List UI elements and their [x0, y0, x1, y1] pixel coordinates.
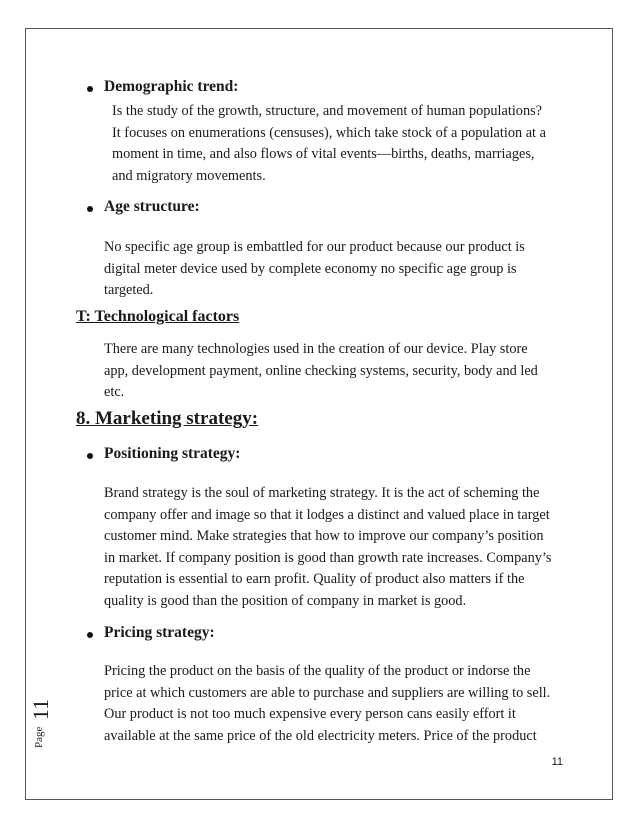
text-line: Is the study of the growth, structure, and movement of human populations?: [112, 103, 543, 119]
bullet-icon: [87, 453, 93, 459]
text-line: app, development payment, online checking systems, security, body and led: [104, 362, 538, 379]
footer-page-number: 11: [551, 756, 563, 768]
technological-factors-heading: T: Technological factors: [76, 308, 240, 325]
text-line: There are many technologies used in the creation of our device. Play store: [104, 341, 528, 357]
demographic-paragraph: [112, 101, 562, 187]
age-structure-paragraph: [104, 237, 562, 302]
pricing-paragraph: [104, 661, 562, 747]
text-line: in market. If company position is good than growth rate increases. Company’s: [104, 549, 552, 566]
text-line: No specific age group is embattled for our product because our product is: [104, 239, 525, 255]
age-structure-heading: Age structure:: [104, 198, 200, 215]
bullet-icon: [87, 206, 93, 212]
demographic-heading: Demographic trend:: [104, 78, 239, 95]
positioning-paragraph: [104, 483, 562, 612]
text-line: Brand strategy is the soul of marketing strategy. It is the act of scheming the: [104, 485, 540, 501]
bullet-icon: [87, 86, 93, 92]
page-side-number: 11: [28, 698, 53, 720]
text-line: available at the same price of the old electricity meters. Price of the product: [104, 727, 537, 744]
positioning-strategy-heading: Positioning strategy:: [104, 445, 241, 462]
text-line: Our product is not too much expensive every person cans easily effort it: [104, 706, 516, 722]
pricing-strategy-heading: Pricing strategy:: [104, 624, 215, 641]
text-line: moment in time, and also flows of vital events—births, deaths, marriages,: [112, 146, 535, 162]
text-line: customer mind. Make strategies that how to improve our company’s position: [104, 528, 544, 544]
text-line: etc.: [104, 384, 125, 400]
text-line: digital meter device used by complete economy no specific age group is: [104, 260, 517, 277]
text-line: company offer and image so that it lodges a distinct and valued place in target: [104, 506, 550, 523]
text-line: quality is good than the position of company in market is good.: [104, 592, 467, 609]
text-line: targeted.: [104, 282, 154, 298]
page-side-label: Page: [33, 726, 45, 748]
technological-paragraph: [104, 339, 562, 404]
marketing-strategy-heading: 8. Marketing strategy:: [76, 408, 259, 429]
bullet-icon: [87, 632, 93, 638]
text-line: and migratory movements.: [112, 167, 266, 184]
text-line: It focuses on enumerations (censuses), which take stock of a population at a: [112, 124, 546, 141]
text-line: Pricing the product on the basis of the quality of the product or indorse the: [104, 663, 531, 679]
text-line: price at which customers are able to purchase and suppliers are willing to sell.: [104, 684, 551, 701]
text-line: reputation is essential to earn profit. Quality of product also matters if the: [104, 571, 525, 587]
